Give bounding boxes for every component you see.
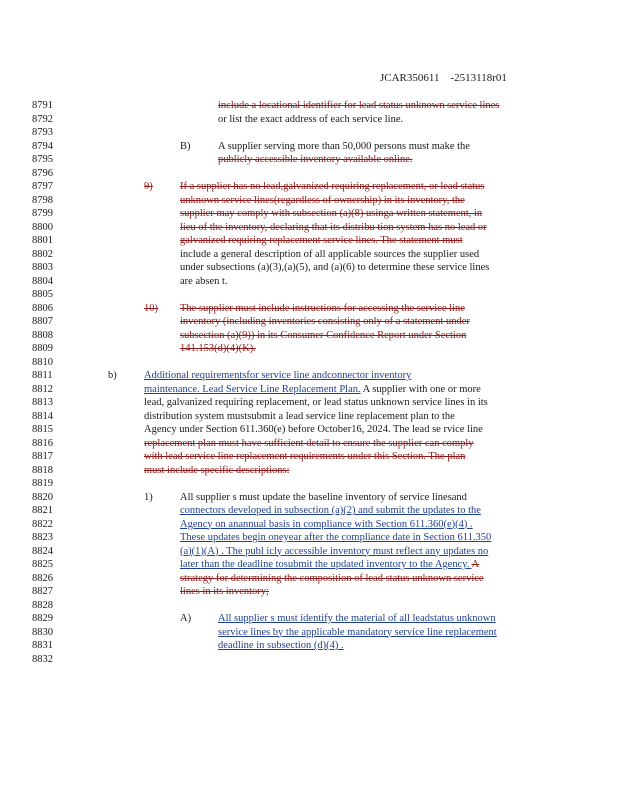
deleted-text: If a supplier has no lead,galvanized requiring replacement, or lead status <box>180 181 485 192</box>
line-number: 8827 <box>32 586 53 597</box>
inserted-text: Agency on anannual basis in compliance with Section 611.360(e)(4) . <box>180 518 473 530</box>
deleted-text: subsection (a)(9)) in its Consumer Confidence Report under Section <box>180 329 467 341</box>
text-line <box>144 451 465 463</box>
line-number: 8809 <box>32 343 53 354</box>
deleted-text: strategy for determining the composition of lead status unknown service <box>180 572 484 584</box>
line-number: 8815 <box>32 424 53 435</box>
body-text: include a general description of all applicable sources the supplier used <box>180 248 480 260</box>
line-number: 8807 <box>32 316 53 327</box>
deleted-text: include a locational identifier for lead status unknown service lines <box>218 100 500 111</box>
text-line <box>180 262 489 274</box>
line-number: 8792 <box>32 113 53 125</box>
line-number: 8797 <box>32 181 53 192</box>
inserted-text: Additional requirementsfor service line andconnector inventory <box>144 370 412 381</box>
text-line <box>218 114 403 126</box>
text-line <box>180 343 256 355</box>
deleted-text: supplier may comply with subsection (a)(8) usinga written statement, in <box>180 208 483 219</box>
inserted-text: Lead Service Line Replacement Plan. <box>202 383 361 395</box>
text-line <box>218 141 470 153</box>
line-number: 8822 <box>32 518 53 530</box>
line-number: 8832 <box>32 653 53 665</box>
text-line <box>180 559 479 571</box>
text-line <box>180 505 481 517</box>
line-number: 8817 <box>32 451 53 462</box>
paragraph-label: 1) <box>144 491 153 503</box>
text-line <box>180 573 484 585</box>
line-number: 8806 <box>32 302 53 314</box>
deleted-text: unknown service lines(regardless of ownership) in its inventory, the <box>180 194 465 206</box>
inserted-text: deadline in subsection (d)(4) . <box>218 640 344 651</box>
inserted-text: These updates begin oneyear after the compliance date in Section 611.350 <box>180 532 492 543</box>
paragraph-label: B) <box>180 140 191 152</box>
paragraph-label: A) <box>180 613 192 624</box>
deleted-text: publicly accessible inventory available online. <box>218 154 413 165</box>
line-number: 8793 <box>32 127 53 138</box>
text-line <box>180 519 473 531</box>
text-line <box>144 384 481 396</box>
text-line <box>180 222 487 234</box>
body-text: A supplier with one or more <box>360 383 481 395</box>
line-number: 8813 <box>32 397 53 408</box>
line-number: 8818 <box>32 464 53 476</box>
deleted-text: galvanized requiring replacement service lines. The statement must <box>180 235 463 246</box>
deleted-text: 141.153(d)(4)(K). <box>180 343 256 354</box>
text-line <box>180 586 269 598</box>
inserted-text: service lines by the applicable mandatory service line replacement <box>218 626 497 638</box>
line-number: 8814 <box>32 410 53 422</box>
line-number: 8830 <box>32 626 53 638</box>
body-text: distribution system mustsubmit a lead service line replacement plan to the <box>144 410 455 422</box>
text-line <box>180 492 467 504</box>
line-number: 8819 <box>32 478 53 489</box>
line-number: 8808 <box>32 329 53 341</box>
line-number: 8821 <box>32 505 53 516</box>
line-number: 8804 <box>32 275 53 287</box>
text-line <box>180 208 482 220</box>
deleted-text: lieu of the inventory, declaring that its distribu tion system has no lead or <box>180 221 487 233</box>
text-line <box>218 613 496 625</box>
text-line <box>144 397 488 409</box>
paragraph-label: 9) <box>144 181 153 192</box>
line-number: 8829 <box>32 613 53 624</box>
line-number: 8794 <box>32 140 53 152</box>
deleted-text: The supplier must include instructions for accessing the service line <box>180 302 465 314</box>
line-number: 8795 <box>32 154 53 165</box>
document-id-header: JCAR350611 -2513118r01 <box>380 72 507 84</box>
inserted-text: All supplier s must identify the material of all leadstatus unknown <box>218 613 496 624</box>
deleted-text: lines in its inventory; <box>180 586 269 597</box>
line-number: 8824 <box>32 545 53 557</box>
line-number: 8828 <box>32 599 53 611</box>
text-line <box>180 303 465 315</box>
line-number: 8826 <box>32 572 53 584</box>
text-line <box>144 465 290 477</box>
line-number: 8810 <box>32 356 53 368</box>
text-line <box>180 316 470 328</box>
text-line <box>218 640 344 652</box>
line-number: 8800 <box>32 221 53 233</box>
line-number: 8805 <box>32 289 53 300</box>
body-text: A supplier serving more than 50,000 persons must make the <box>218 140 470 152</box>
text-line <box>218 100 499 112</box>
line-number: 8812 <box>32 383 53 395</box>
body-text: lead, galvanized requiring replacement, or lead status unknown service lines in its <box>144 397 488 408</box>
line-number: 8799 <box>32 208 53 219</box>
body-text: or list the exact address of each service line. <box>218 113 404 125</box>
line-number: 8801 <box>32 235 53 246</box>
paragraph-label: b) <box>108 370 117 381</box>
line-number: 8811 <box>32 370 53 381</box>
body-text: Agency under Section 611.360(e) before October16, 2024. The lead se rvice line <box>144 424 483 435</box>
text-line <box>144 438 474 450</box>
inserted-text: connectors developed in subsection (a)(2) and submit the updates to the <box>180 505 481 516</box>
paragraph-label: 10) <box>144 302 158 314</box>
body-text: under subsections (a)(3),(a)(5), and (a)(6) to determine these service lines <box>180 262 490 273</box>
text-line <box>218 154 412 166</box>
deleted-text: must include specific descriptions: <box>144 464 290 476</box>
line-number: 8796 <box>32 167 53 179</box>
text-line <box>144 424 483 436</box>
text-line <box>180 195 465 207</box>
text-line <box>180 546 488 558</box>
text-line <box>180 276 228 288</box>
text-line <box>180 330 466 342</box>
line-number: 8823 <box>32 532 53 543</box>
text-line <box>180 532 491 544</box>
body-text: All supplier s must update the baseline inventory of service linesand <box>180 491 467 503</box>
line-number: 8831 <box>32 640 53 651</box>
deleted-text: inventory (including inventories consisting only of a statement under <box>180 316 470 327</box>
line-number: 8802 <box>32 248 53 260</box>
text-line <box>144 411 455 423</box>
text-line <box>180 249 479 261</box>
deleted-text: with lead service line replacement requirements under this Section. The plan <box>144 451 466 462</box>
deleted-text: replacement plan must have sufficient detail to ensure the supplier can comply <box>144 437 474 449</box>
line-number: 8791 <box>32 100 53 111</box>
text-line <box>180 235 463 247</box>
text-line <box>180 181 484 193</box>
body-text: are absen t. <box>180 275 228 287</box>
line-number: 8798 <box>32 194 53 206</box>
text-line <box>218 627 497 639</box>
line-number: 8803 <box>32 262 53 273</box>
line-number: 8820 <box>32 491 53 503</box>
line-number: 8816 <box>32 437 53 449</box>
inserted-text: (a)(1)(A) . The publ icly accessible inventory must reflect any updates no <box>180 545 489 557</box>
deleted-text: A <box>471 559 480 570</box>
inserted-text: maintenance. <box>144 383 203 395</box>
text-line <box>144 370 411 382</box>
inserted-text: later than the deadline tosubmit the updated inventory to the Agency. <box>180 559 472 570</box>
line-number: 8825 <box>32 559 53 570</box>
